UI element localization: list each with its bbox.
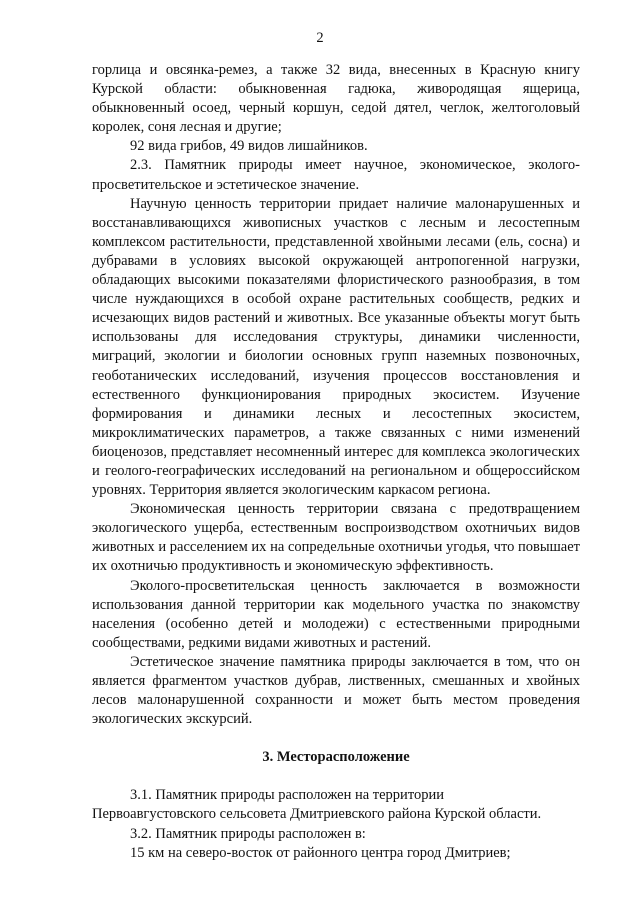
section-heading-location: 3. Месторасположение	[262, 749, 410, 766]
location-item-3-2: 3.2. Памятник природы расположен в:	[130, 825, 366, 842]
page-number: 2	[316, 30, 324, 46]
paragraph-economic-value: Экономическая ценность территории связана с предотвращением экологического ущерба, естественным воспроизводством охотничьих видов животных и расселением их на сопредельные охотничьи угодья, что повышает их охотничью продуктивность и экономическую эффективность.	[92, 501, 580, 575]
paragraph-2-3-significance: 2.3. Памятник природы имеет научное, экономическое, эколого-просветительское и эстетическое значение.	[92, 157, 580, 193]
paragraph-aesthetic-value: Эстетическое значение памятника природы заключается в том, что он является фрагментом участков дубрав, лиственных, смешанных и хвойных лесов малонарушенной сохранности и может быть местом проведения экологических экскурсий.	[92, 653, 580, 728]
document-body	[92, 61, 580, 863]
location-item-3-1-line2: Первоавгустовского сельсовета Дмитриевского района Курской области.	[92, 806, 542, 823]
paragraph-species-list: горлица и овсянка-ремез, а также 32 вида, внесенных в Красную книгу Курской области: обыкновенная гадюка, живородящая ящерица, обыкновенный осоед, черный коршун, седой дятел, чеглок, желтоголовый королек, соня лесная и другие;	[92, 62, 580, 136]
location-item-3-2-detail: 15 км на северо-восток от районного центра город Дмитриев;	[130, 844, 511, 861]
location-item-3-1-line1: 3.1. Памятник природы расположен на территории	[130, 787, 444, 804]
paragraph-educational-value: Эколого-просветительская ценность заключается в возможности использования данной территории как модельного участка по знакомству населения (особенно детей и молодежи) с естественными природными сообществами, редкими видами животных и растений.	[92, 577, 580, 651]
paragraph-scientific-value: Научную ценность территории придает наличие малонарушенных и восстанавливающихся живописных участков с лесным и лесостепным комплексом растительности, представленной хвойными лесами (ель, сосна) и дубравами в условиях высокой окружающей антропогенной нагрузки, обладающих высокими показателями флористического разнообразия, в том числе нуждающихся в особой охране растительных сообществ, редких и исчезающих видов растений и животных. Все указанные объекты могут быть использованы для исследования структуры, динамики численности, миграций, экологии и биологии основных групп наземных позвоночных, геоботанических исследований, изучения процессов восстановления и естественного функционирования природных экосистем. Изучение формирования и динамики лесных и лесостепных экосистем, микроклиматических параметров, а также связанных с ними изменений биоценозов, представляет несомненный интерес для комплекса экологических и геолого-географических исследований на региональном и общероссийском уровнях. Территория является экологическим каркасом региона.	[92, 195, 580, 499]
paragraph-fungi-lichens: 92 вида грибов, 49 видов лишайников.	[130, 138, 368, 155]
